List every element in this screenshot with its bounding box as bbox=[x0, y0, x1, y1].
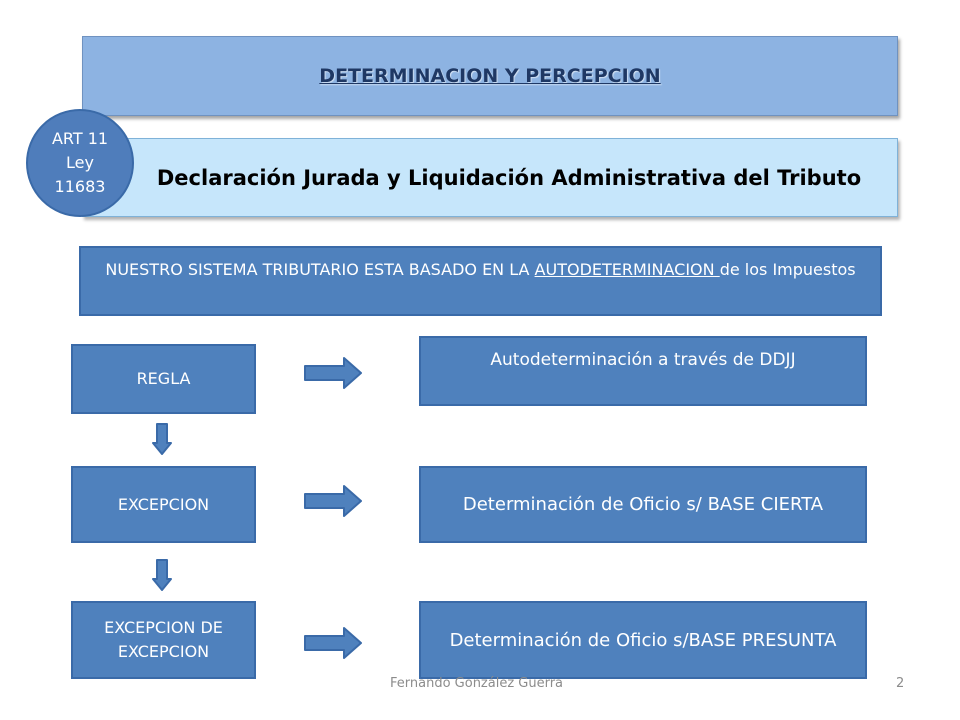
exception-of-exception-result-label: Determinación de Oficio s/BASE PRESUNTA bbox=[449, 629, 837, 651]
subtitle-banner bbox=[82, 138, 898, 217]
footer-author: Fernando González Guerra bbox=[390, 676, 564, 691]
rule-label: REGLA bbox=[136, 369, 191, 388]
exception-of-exception-result-box bbox=[419, 601, 867, 679]
arrow-right-icon bbox=[304, 357, 362, 389]
slide-footer bbox=[0, 676, 960, 696]
title-banner bbox=[82, 36, 898, 116]
principle-underlined: AUTODETERMINACION bbox=[534, 260, 720, 279]
exception-result-box bbox=[419, 466, 867, 543]
arrow-down-icon bbox=[152, 559, 172, 591]
badge-line-1: ART 11 bbox=[51, 129, 109, 148]
arrow-right-icon bbox=[304, 627, 362, 659]
exception-of-exception-box bbox=[71, 601, 256, 679]
exception-box bbox=[71, 466, 256, 543]
article-badge bbox=[26, 109, 134, 217]
principle-text-before: NUESTRO SISTEMA TRIBUTARIO ESTA BASADO EN LA bbox=[105, 260, 535, 279]
principle-box bbox=[79, 246, 882, 316]
exception-label: EXCEPCION bbox=[117, 494, 210, 514]
badge-line-3: 11683 bbox=[54, 177, 106, 196]
arrow-down-icon bbox=[152, 423, 172, 455]
exception-result-label: Determinación de Oficio s/ BASE CIERTA bbox=[462, 494, 824, 515]
rule-result-label: Autodeterminación a través de DDJJ bbox=[490, 350, 796, 370]
principle-text-after: de los Impuestos bbox=[719, 260, 856, 279]
page-number: 2 bbox=[896, 676, 905, 691]
exception-of-exception-label: EXCEPCION DE EXCEPCION bbox=[104, 618, 223, 661]
slide-title: DETERMINACION Y PERCEPCION bbox=[319, 65, 661, 87]
rule-result-box bbox=[419, 336, 867, 406]
badge-line-2: Ley bbox=[66, 153, 94, 172]
rule-box bbox=[71, 344, 256, 414]
slide-subtitle: Declaración Jurada y Liquidación Administrativa del Tributo bbox=[156, 165, 862, 190]
arrow-right-icon bbox=[304, 485, 362, 517]
